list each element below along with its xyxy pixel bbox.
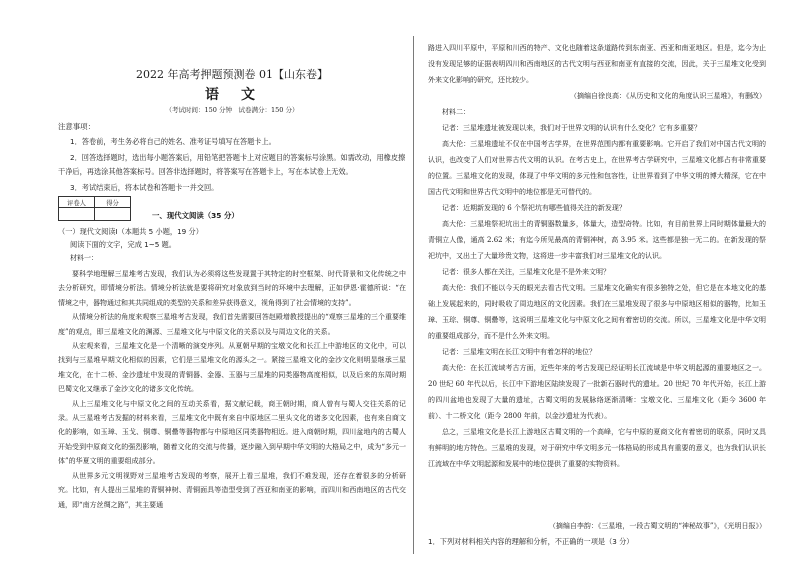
notice-item: 2．回答选择题时，选出每小题答案后，用铅笔把答题卡上对应题目的答案标号涂黑。如需改动，用橡皮擦干净后，再选涂其他答案标号。回答非选择题时，将答案写在答题卡上，写在本试卷上无效。 — [58, 153, 406, 176]
interview-line: 高大伦：三星堆遗址不仅在中国考古学界，在世界范围内都有重要影响。它开启了我们对中国古代文明的认识，也改变了人们对世界古代文明的认识。在考古史上，在世界考古学研究中，三星堆文化都占有非常重要的位置。三星堆文化的发现，体现了中华文明的多元性和包容性，让世界看到了中华文明的博大精深，它在中国古代文明和世界古代文明中的地位都是无可替代的。 — [428, 140, 766, 196]
reading-instruction: 阅读下面的文字，完成 1~5 题。 — [70, 240, 176, 249]
interview-line: 高大伦：三星堆祭祀坑出土的青铜器数量多，体量大，造型奇特。比如，有目前世界上同时期体量最大的青铜立人像，通高 2.62 米；有迄今所见最高的青铜神树，高 3.95 米。这些都是独一无二的。在新发现的祭祀坑中，又出土了大量珍贵文物，这将进一步丰富我们对三星堆文化的认识。 — [428, 220, 766, 260]
subject-title: 语 文 — [205, 87, 259, 103]
notice-item: 3．考试结束后，将本试卷和答题卡一并交回。 — [70, 183, 219, 192]
material1-paragraph: 从世界多元文明视野对三星堆考古发现的考察，展开上看三星堆，我们不难发现，还存在着很多的分析研究。比如，有人提出三星堆的青铜神树、青铜面具等造型受到了西亚和南亚的影响，而四川和西南地区的古代交通，即“南方丝绸之路”，其主要通 — [58, 471, 406, 509]
exam-title: 2022 年高考押题预测卷 01【山东卷】 — [136, 68, 328, 81]
grader-cell — [59, 208, 95, 221]
notice-list — [58, 135, 408, 197]
material2-label: 材料二： — [442, 108, 470, 116]
material1-citation: （摘编自徐良高：《从历史和文化的角度认识三星堆》，有删改） — [570, 92, 766, 100]
interview-line: 总之，三星堆文化是长江上游地区古蜀文明的一个高峰，它与中原的夏商文化有着密切的联系，同时又具有鲜明的地方特色。三星堆的发现，对于研究中华文明多元一体格局的形成具有重要的意义，也为我们认识长江流域在中华文明起源和发展中的地位提供了重要的实物资料。 — [428, 428, 766, 468]
interview-line: 高大伦：在长江流域考古方面，近些年来的考古发现已经证明长江流域是中华文明起源的重要地区之一。20 世纪 60 年代以后，长江中下游地区陆续发现了一批新石器时代的遗址。20 世纪 70 年代开始，长江上游的四川盆地也发现了大量的遗址，古蜀文明的发展脉络逐渐清晰：宝墩文化、三星堆文化（距今 3600 年前）、十二桥文化（距今 2800 年前，以金沙遗址为代表）。 — [428, 364, 766, 420]
right-column — [428, 40, 766, 472]
notice-heading: 注意事项： — [58, 122, 95, 131]
question-1: 1．下列对材料相关内容的理解和分析，不正确的一项是（3 分） — [428, 537, 634, 546]
material1-continuation: 路进入四川平原中，平原和川西的特产、文化也随着这条道路传到东南亚、西亚和南亚地区。但是，迄今为止没有发现足够的证据表明四川和西南地区的古代文明与西亚和南亚有直接的交流，因此，关于三星堆文化受到外来文化影响的研究，还比较少。 — [428, 44, 766, 84]
section-subheading: （一）现代文阅读Ⅰ（本题共 5 小题，19 分） — [58, 227, 203, 236]
grader-header: 评卷人 — [59, 197, 95, 208]
score-table — [58, 196, 131, 221]
interview-line: 高大伦：我们不能以今天的眼光去看古代文明。三星堆文化确实有很多独特之处，但它是在本地文化的基础上发展起来的，同时吸收了周边地区的文化因素。我们在三星堆发现了很多与中原地区相似的器物，比如玉璋、玉琮、铜尊、铜罍等，这说明三星堆文化与中原文化之间有着密切的交流。所以，三星堆文化是中华文明的重要组成部分，而不是什么外来文明。 — [428, 284, 766, 340]
material2-citation: （摘编自李韵：《三星堆，一段古蜀文明的“神秘故事”》，《光明日报》） — [548, 522, 766, 530]
material1-paragraph: 要科学地理解三星堆考古发现，我们认为必须将这些发现置于其特定的时空框架、时代背景和文化传统之中去分析研究，即情境分析法。情境分析法就是要将研究对象放到当时的环境中去理解，正如伊恩·霍德所说：“在情境之中，器物通过和其共同组成的类型的关系和差异获得意义，视角得到了社会情境的支持”。 — [58, 270, 406, 307]
score-cell — [95, 208, 131, 221]
material1-paragraph: 从宏观来看，三星堆文化是一个清晰的演变序列。从夏朝早期的宝墩文化和长江上中游地区的文化中，可以找到与三星堆早期文化相似的因素，它们是三星堆文化的源头之一。紧接三星堆文化的金沙文化则明显继承三星堆文化，在十二桥、金沙遗址中发现的青铜器、金器、玉器与三星堆的同类器物高度相似，以及后来的东周时期巴蜀文化又继承了金沙文化的诸多文化传统。 — [58, 342, 406, 394]
exam-info: （考试时间：150 分钟 试卷满分：150 分） — [165, 106, 299, 114]
interview-line: 记者：三星堆遗址被发现以来，我们对于世界文明的认识有什么变化？它有多重要？ — [442, 124, 701, 132]
interview-line: 记者：三星堆文明在长江文明中有着怎样的地位？ — [442, 348, 596, 356]
notice-item: 1．答卷前，考生务必将自己的姓名、准考证号填写在答题卡上。 — [70, 137, 276, 146]
material1-paragraph: 从情境分析法的角度来观察三星堆考古发现，我们首先需要回答赵殿增教授提出的“观察三星堆的三个重要维度”的观点，即三星堆文化的渊源、三星堆文化与中原文化的关系以及与周边文化的关系。 — [58, 313, 406, 336]
interview-line: 记者：很多人都在关注，三星堆文化是不是外来文明？ — [442, 268, 610, 276]
interview-line: 记者：近期新发现的 6 个祭祀坑有哪些值得关注的新发现？ — [442, 204, 626, 212]
score-header: 得分 — [95, 197, 131, 208]
column-divider — [413, 36, 414, 554]
material1-paragraph: 从上三星堆文化与中原文化之间的互动关系看，据文献记载，商王朝时期，商人曾有与蜀人交往关系的记录。从三星堆考古发掘的材料来看，三星堆文化中既有来自中原地区二里头文化的诸多文化因素，也有来自商文化的影响，如玉璋、玉戈、铜尊、铜罍等器物都与中原地区同类器物相近。进入商朝时期，四川盆地内的古蜀人开始受到中原商文化的强烈影响，随着文化的交流与传播，逐步融入到早期中华文明的大格局之中，成为“多元一体”的华夏文明的重要组成部分。 — [58, 399, 406, 466]
material1-label: 材料一： — [70, 254, 98, 262]
material1-body — [58, 267, 406, 512]
section-heading: 一、现代文阅读（35 分） — [152, 211, 239, 220]
